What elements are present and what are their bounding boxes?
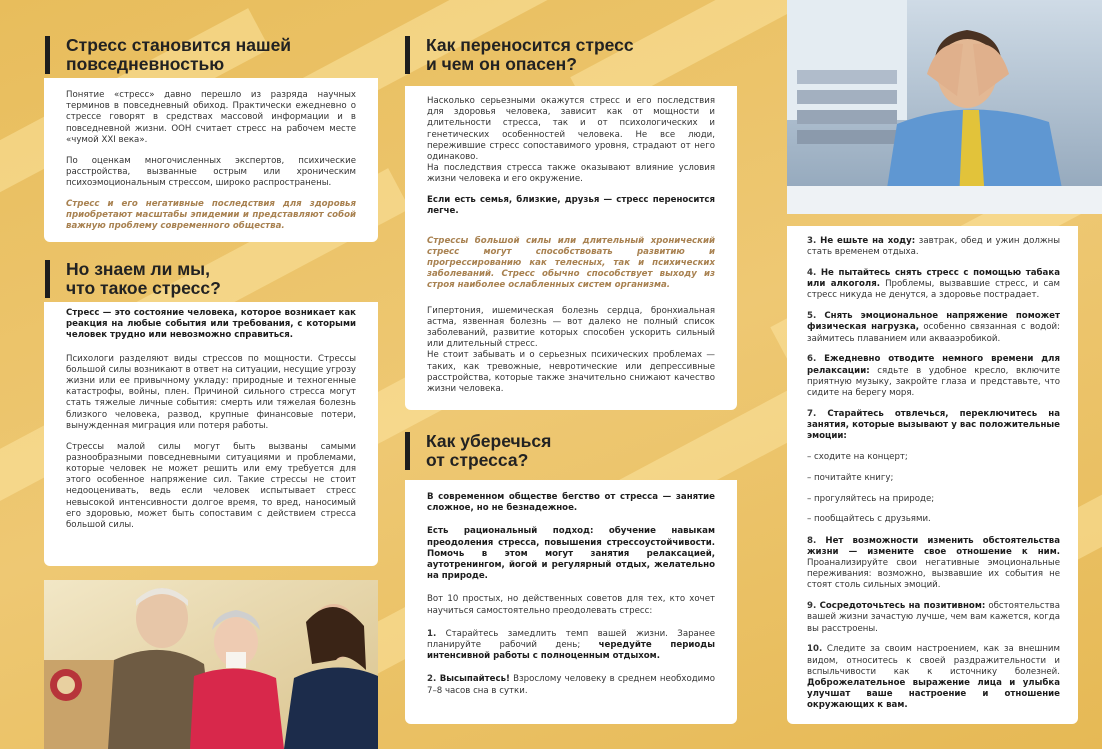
list-item: – почитайте книгу; [807,472,894,483]
tip-7: 7. Старайтесь отвлечься, переключитесь на занятия, которые вызывают у вас положительные эмоции: – сходите на концерт; – почитайте книгу; – прогуляйтесь на природе; – пообщайтесь с друзьями. [807,408,1060,525]
tip-3: 3. Не ешьте на ходу: завтрак, обед и ужин должны стать временем отдыха. [807,236,1061,258]
box-everyday-stress [44,78,378,242]
photo-elderly-couple-consultation [44,580,378,749]
heading-what-is-stress: Но знаем ли мы, что такое стресс? [66,260,221,298]
emphasis: Если есть семья, близкие, друзья — стресс переносится легче. [427,195,715,217]
tip-5: 5. Снять эмоциональное напряжение поможет физическая нагрузка, особенно связанная с водой: займитесь плаванием или аквааэробикой. [807,311,1060,344]
heading-how-stress-is-tolerated: Как переносится стресс и чем он опасен? [426,36,634,74]
box-how-stress-is-tolerated [405,86,737,410]
tip-9: 9. Сосредоточьтесь на позитивном: обстоятельства вашей жизни зачастую лучше, чем вам кажется, когда вы расстроены. [807,601,1060,634]
emphasis: Есть рациональный подход: обучение навыкам преодоления стресса, повышения стрессоустойчивости. Помочь в этом могут занятия релаксацией, аутотренингом, йогой и регулярный отдых, желательно на природе. [427,526,715,582]
heading-how-to-avoid-stress: Как уберечься от стресса? [426,432,551,470]
paragraph: Гипертония, ишемическая болезнь сердца, бронхиальная астма, язвенная болезнь — вот далеко не полный список заболеваний, развитие которых способен ускорить сильный или длительный стресс. [427,305,715,350]
box-how-to-avoid-stress [405,480,737,724]
box-what-is-stress [44,302,378,566]
list-item: – прогуляйтесь на природе; [807,493,935,504]
paragraph: Вот 10 простых, но действенных советов для тех, кто хочет научиться самостоятельно преодолевать стресс: [427,594,715,616]
tip-4: 4. Не пытайтесь снять стресс с помощью табака или алкоголя. Проблемы, вызвавшие стресс, и сам стресс никуда не денутся, а здоровье пострадает. [807,268,1060,301]
paragraph: На последствия стресса также оказывают влияние условия жизни человека и его окружение. [427,163,715,185]
tip-6: 6. Ежедневно отводите немного времени для релаксации: сядьте в удобное кресло, включите приятную музыку, закройте глаза и представьте, что сидите на берегу моря. [807,354,1060,399]
paragraph: Стрессы малой силы могут быть вызваны самыми разнообразными повседневными ситуациями и проблемами, которые человек не может решить или ему требуется для этого особенное напряжение сил. Такие стрессы не стоит недооценивать, ведь если человек испытывает стресс невысокой интенсивности долгое время, то вред, наносимый его здоровью, может быть сопоставим с действием стресса большой силы. [66,441,356,531]
heading-bar [45,36,50,74]
emphasis: В современном обществе бегство от стресса — занятие сложное, но не безнадежное. [427,492,715,514]
tip-8: 8. Нет возможности изменить обстоятельства жизни — измените свое отношение к ним. Проанализируйте свои негативные эмоциональные переживания: возможно, вызвавшие их события не стоят столь сильных эмоций. [807,535,1060,591]
definition: Стресс — это состояние человека, которое возникает как реакция на любые события или требования, с которыми человек трудно или невозможно справиться. [66,308,356,341]
box-tips-continued [787,226,1078,724]
list-item: – сходите на концерт; [807,452,908,463]
tip-10: 10. Следите за своим настроением, как за внешним видом, относитесь к своей раздражительности и вспыльчивости как к источнику болезней. Доброжелательное выражение лица и улыбка улучшат ваше настроение и отношение окружающих к вам. [807,644,1060,711]
heading-bar [405,432,410,470]
heading-bar [45,260,50,298]
photo-stressed-office-worker [787,0,1102,214]
tip-2: 2. Высыпайтесь! Взрослому человеку в среднем необходимо 7–8 часов сна в сутки. [427,674,716,696]
paragraph: Психологи разделяют виды стрессов по мощности. Стрессы большой силы возникают в ответ на ситуации, несущие угрозу жизни или ее привычному укладу: природные и техногенные катастрофы, войны, плен. Причиной сильного стресса могут стать тяжелые личные события: смерть или тяжелая болезнь близкого человека, развод, крупные финансовые потери, вынужденная миграция или потеря работы. [66,353,356,431]
tip-1: 1. Старайтесь замедлить темп вашей жизни. Заранее планируйте рабочий день; чередуйте периоды интенсивной работы с полноценным отдыхом. [427,628,715,662]
paragraph: Насколько серьезными окажутся стресс и его последствия для здоровья человека, зависит как от мощности и длительности стресса, так и от психологических и генетических особенностей человека. Не все люди, пережившие стресс сопоставимого уровня, страдают от него одинаково. [427,96,715,163]
paragraph: Понятие «стресс» давно перешло из разряда научных терминов в повседневный обиход. Практически ежедневно о стрессе говорят в средствах массовой информации и в повседневной жизни. ООН считает стресс на рабочем месте «чумой XXI века». [66,90,356,145]
quote: Стресс и его негативные последствия для здоровья приобретают масштабы эпидемии и представляют собой важную проблему современного общества. [66,198,356,232]
heading-bar [405,36,410,74]
list-item: – пообщайтесь с друзьями. [807,514,931,525]
paragraph: По оценкам многочисленных экспертов, психические расстройства, вызванные острым или хроническим психоэмоциональным стрессом, широко распространены. [66,155,356,189]
quote: Стрессы большой силы или длительный хронический стресс могут способствовать развитию и прогрессированию как телесных, так и психических заболеваний. Стресс обычно способствует выходу из строя наиболее ослабленных систем организма. [427,235,715,291]
heading-everyday-stress: Стресс становится нашей повседневностью [66,36,291,74]
paragraph: Не стоит забывать и о серьезных психических проблемах — таких, как тревожные, невротические или депрессивные расстройства, которые также значительно снижают качество жизни человека. [427,350,715,395]
